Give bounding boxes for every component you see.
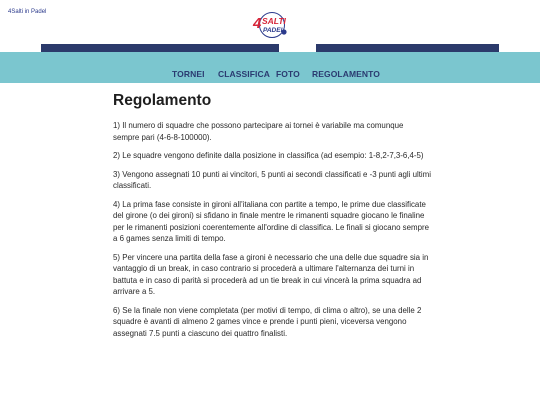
rule-paragraph: 2) Le squadre vengono definite dalla posizione in classifica (ad esempio: 1-8,2-7,3-6,4-5) bbox=[113, 151, 424, 160]
header-bar-left bbox=[41, 44, 279, 52]
header-bar-right bbox=[316, 44, 499, 52]
main-content bbox=[113, 92, 431, 346]
logo-text-bottom: PADEL bbox=[263, 27, 285, 34]
page-title: Regolamento bbox=[113, 92, 212, 109]
main-nav bbox=[0, 52, 540, 83]
logo-number: 4 bbox=[253, 15, 262, 32]
rule-paragraph: 6) Se la finale non viene completata (per motivi di tempo, di clima o altro), se una delle 2 squadre è avanti di almeno 2 games vince e prende i punti pieni, viceversa vengono assegnati 7.5 punti a ciascuno dei quattro finalisti. bbox=[113, 305, 422, 338]
nav-item-tornei[interactable]: TORNEI bbox=[172, 69, 205, 79]
rule-paragraph: 3) Vengono assegnati 10 punti ai vincitori, 5 punti ai secondi classificati e -3 punti agli ultimi classificati. bbox=[113, 169, 431, 190]
nav-item-regolamento[interactable]: REGOLAMENTO bbox=[312, 69, 381, 79]
nav-item-classifica[interactable]: CLASSIFICA bbox=[218, 69, 270, 79]
nav-item-foto[interactable]: FOTO bbox=[276, 69, 300, 79]
padel-racket-logo-icon bbox=[251, 11, 291, 39]
site-home-link[interactable]: 4Salti in Padel bbox=[8, 9, 47, 15]
rule-paragraph: 1) Il numero di squadre che possono partecipare ai tornei è variabile ma comunque sempre pari (4-6-8-100000). bbox=[113, 121, 404, 142]
rule-paragraph: 5) Per vincere una partita della fase a gironi è necessario che una delle due squadre sia in vantaggio di un break, in caso contrario si procederà a ultimare l'alternanza dei turni in battuta e in caso di parità si procederà ad un tie break in cui vincerà la prima squadra ad arrivare a 5. bbox=[113, 252, 429, 296]
logo-text-top: SALTI bbox=[262, 16, 286, 26]
site-logo[interactable] bbox=[251, 11, 291, 39]
rule-paragraph: 4) La prima fase consiste in gironi all'italiana con partite a tempo, le prime due classificate del girone (o dei gironi) si sfidano in finale mentre le rimanenti squadre giocano le finaline per le rimanenti posizioni coerentemente all'ordine di classifica. Le finali si giocano sempre a 6 games senza limiti di tempo. bbox=[113, 199, 429, 243]
